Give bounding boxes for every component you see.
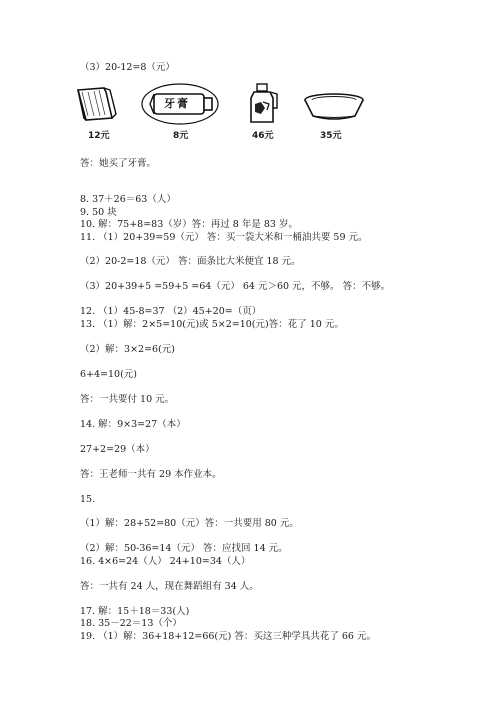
basin-icon xyxy=(303,92,365,122)
answer-line: 14. 解：9×3=27（本） xyxy=(80,419,186,430)
answer-line: 15. xyxy=(80,494,96,505)
toothpaste-label: 牙膏 xyxy=(164,97,190,110)
towel-item xyxy=(72,84,120,134)
answer-line: 8. 37＋26＝63（人） xyxy=(80,194,176,205)
answer-line: 9. 50 块 xyxy=(80,207,117,218)
answer-line: （2）解：3×2=6(元) xyxy=(80,344,176,355)
answer-line: （2）解：50-36=14（元） 答：应找回 14 元。 xyxy=(80,543,288,554)
answer-line: 19. （1）解：36+18+12=66(元) 答：买这三种学具共花了 66 元。 xyxy=(80,631,376,642)
answer-line: （2）20-2=18（元） 答：面条比大米便宜 18 元。 xyxy=(80,256,301,267)
answer-line: 答：一共要付 10 元。 xyxy=(80,394,175,405)
towel-icon xyxy=(72,84,120,124)
thermos-item xyxy=(243,82,283,128)
answer-line: 27+2=29（本） xyxy=(80,444,155,455)
answer-line: 答：王老师一共有 29 本作业本。 xyxy=(80,469,222,480)
answer-line: 10. 解：75+8=83（岁）答：再过 8 年是 83 岁。 xyxy=(80,219,298,230)
basin-item xyxy=(303,92,367,124)
answer-line: 答：一共有 24 人，现在舞蹈组有 34 人。 xyxy=(80,581,259,592)
answer-line: （3）20+39+5 =59+5 =64（元） 64 元＞60 元，不够。 答：不够。 xyxy=(80,281,391,292)
answer-line: （1）解：28+52=80（元）答：一共要用 80 元。 xyxy=(80,518,299,529)
thermos-icon xyxy=(243,82,283,126)
toothpaste-price: 8元 xyxy=(173,131,189,141)
toothpaste-item xyxy=(140,82,220,130)
answer-line: 16. 4×6=24（人） 24+10=34（人） xyxy=(80,556,251,567)
answer-line: 18. 35－22＝13（个） xyxy=(80,618,182,629)
answer-line: 6+4=10(元) xyxy=(80,369,138,380)
thermos-price: 46元 xyxy=(252,131,274,141)
basin-price: 35元 xyxy=(320,131,342,141)
answer-line: （3）20-12=8（元） xyxy=(80,62,175,73)
towel-price: 12元 xyxy=(88,131,110,141)
answer-line: 17. 解：15＋18＝33(人) xyxy=(80,606,190,617)
answer-line: 12. （1）45-8=37 （2）45+20=（页） xyxy=(80,306,262,317)
answer-line: 11. （1）20+39=59（元） 答：买一袋大米和一桶油共要 59 元。 xyxy=(80,232,368,243)
answer-line: 13. （1）解：2×5=10(元)或 5×2=10(元)答：花了 10 元。 xyxy=(80,319,344,330)
answer-line: 答：她买了牙膏。 xyxy=(80,158,157,169)
